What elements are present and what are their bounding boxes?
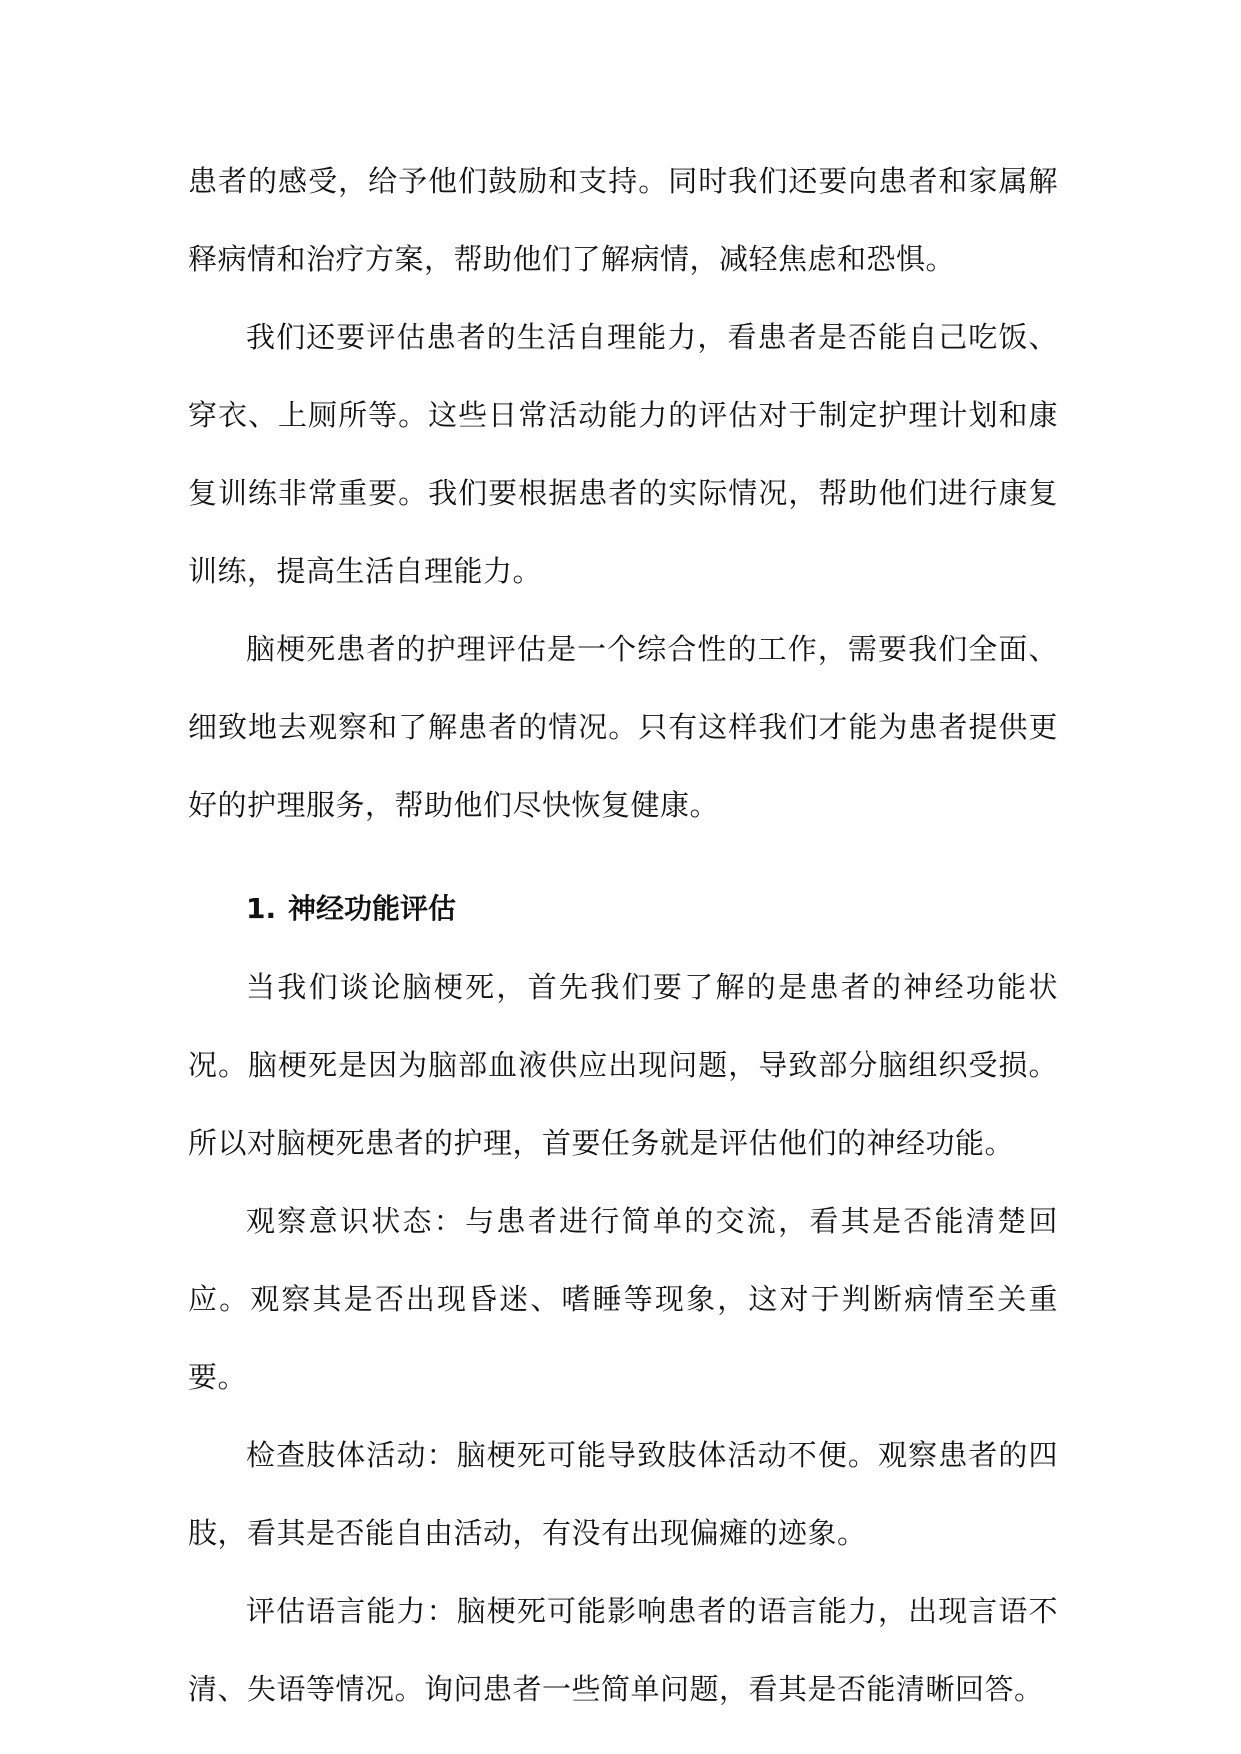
- paragraph-emotional-support: 患者的感受，给予他们鼓励和支持。同时我们还要向患者和家属解释病情和治疗方案，帮助他们了解病情，减轻焦虑和恐惧。: [188, 164, 1058, 276]
- paragraph-consciousness: 观察意识状态：与患者进行简单的交流，看其是否能清楚回应。观察其是否出现昏迷、嗜睡等现象，这对于判断病情至关重要。: [188, 1204, 1058, 1394]
- paragraph-language-ability: 评估语言能力：脑梗死可能影响患者的语言能力，出现言语不清、失语等情况。询问患者一些简单问题，看其是否能清晰回答。: [188, 1594, 1058, 1706]
- document-body: [188, 142, 1058, 1728]
- paragraph-comprehensive-assessment: 脑梗死患者的护理评估是一个综合性的工作，需要我们全面、细致地去观察和了解患者的情况。只有这样我们才能为患者提供更好的护理服务，帮助他们尽快恢复健康。: [188, 632, 1058, 822]
- paragraph-neuro-intro: 当我们谈论脑梗死，首先我们要了解的是患者的神经功能状况。脑梗死是因为脑部血液供应出现问题，导致部分脑组织受损。所以对脑梗死患者的护理，首要任务就是评估他们的神经功能。: [188, 970, 1058, 1160]
- section-title: 神经功能评估: [288, 892, 457, 925]
- section-number: 1.: [246, 892, 277, 925]
- paragraph-limb-activity: 检查肢体活动：脑梗死可能导致肢体活动不便。观察患者的四肢，看其是否能自由活动，有没有出现偏瘫的迹象。: [188, 1438, 1058, 1550]
- paragraph-self-care-assessment: 我们还要评估患者的生活自理能力，看患者是否能自己吃饭、穿衣、上厕所等。这些日常活动能力的评估对于制定护理计划和康复训练非常重要。我们要根据患者的实际情况，帮助他们进行康复训练，提高生活自理能力。: [188, 320, 1058, 588]
- section-heading: [188, 870, 1058, 948]
